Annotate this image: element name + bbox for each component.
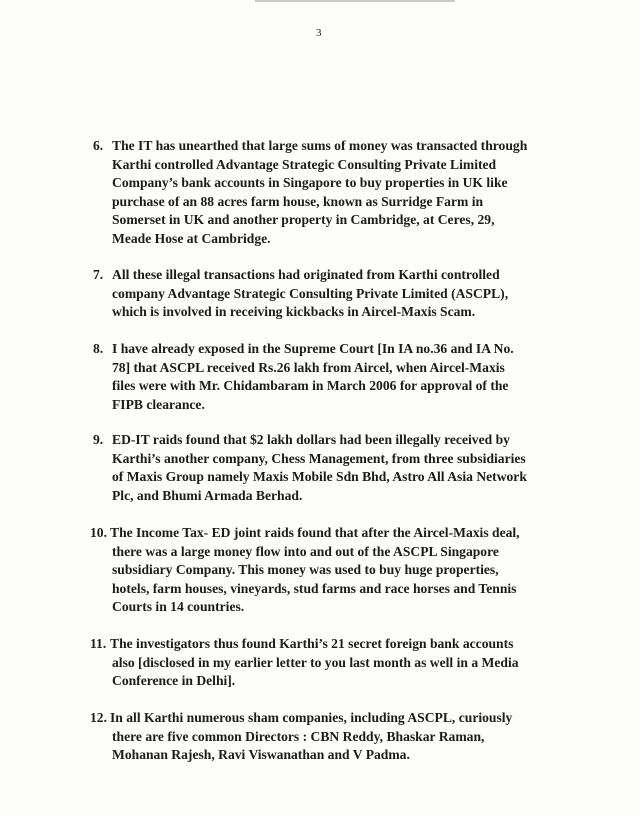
paragraph-line: Somerset in UK and another property in Cambridge, at Ceres, 29, <box>112 212 495 227</box>
paragraph-line: 78] that ASCPL received Rs.26 lakh from Aircel, when Aircel-Maxis <box>112 359 505 375</box>
paragraph-line: The IT has unearthed that large sums of money was transacted through <box>112 138 528 153</box>
paragraph-line: The Income Tax- ED joint raids found that after the Aircel-Maxis deal, <box>110 525 520 540</box>
page-number: 3 <box>316 27 322 39</box>
paragraph-line: files were with Mr. Chidambaram in March 2006 for approval of the <box>112 378 509 393</box>
paragraph-number: 7. <box>93 267 104 282</box>
paragraph-line: Conference in Delhi]. <box>112 673 236 688</box>
paragraph-line: Karthi’s another company, Chess Management, from three subsidiaries <box>112 450 526 466</box>
paragraph-line: hotels, farm houses, vineyards, stud farms and race horses and Tennis <box>112 580 517 596</box>
paragraph-line: subsidiary Company. This money was used to buy huge properties, <box>112 562 499 577</box>
paragraph-line: Meade Hose at Cambridge. <box>112 230 271 246</box>
paragraph-line: I have already exposed in the Supreme Court [In IA no.36 and IA No. <box>112 341 514 356</box>
paragraph-number: 10. <box>90 525 107 540</box>
paragraph-line: Courts in 14 countries. <box>112 599 245 614</box>
paragraph-line: The investigators thus found Karthi’s 21 secret foreign bank accounts <box>110 636 514 651</box>
paragraph-line: In all Karthi numerous sham companies, including ASCPL, curiously <box>110 710 513 725</box>
paragraph-line: there are five common Directors : CBN Reddy, Bhaskar Raman, <box>112 728 485 744</box>
paragraph-line: company Advantage Strategic Consulting Private Limited (ASCPL), <box>112 285 509 301</box>
paragraph-line: FIPB clearance. <box>112 396 205 412</box>
paragraph-number: 6. <box>93 138 104 153</box>
paragraph-line: Plc, and Bhumi Armada Berhad. <box>112 487 303 503</box>
paragraph-line: of Maxis Group namely Maxis Mobile Sdn Bhd, Astro All Asia Network <box>112 469 527 484</box>
paragraph-line: which is involved in receiving kickbacks in Aircel-Maxis Scam. <box>112 304 476 319</box>
scan-edge-line <box>255 0 455 2</box>
paragraph-line: ED-IT raids found that $2 lakh dollars had been illegally received by <box>112 432 510 447</box>
paragraph-number: 9. <box>93 432 104 447</box>
paragraph-number: 11. <box>90 636 107 651</box>
paragraph-line: Karthi controlled Advantage Strategic Consulting Private Limited <box>112 156 497 172</box>
paragraph-line: there was a large money flow into and out of the ASCPL Singapore <box>112 543 499 559</box>
paragraph-number: 8. <box>93 341 104 356</box>
paragraph-line: also [disclosed in my earlier letter to you last month as well in a Media <box>112 654 519 670</box>
paragraph-line: Company’s bank accounts in Singapore to buy properties in UK like <box>112 175 508 190</box>
paragraph-number: 12. <box>90 710 107 725</box>
paragraph-line: All these illegal transactions had originated from Karthi controlled <box>112 267 500 282</box>
paragraph-line: purchase of an 88 acres farm house, known as Surridge Farm in <box>112 193 484 209</box>
paragraph-line: Mohanan Rajesh, Ravi Viswanathan and V Padma. <box>112 747 410 762</box>
